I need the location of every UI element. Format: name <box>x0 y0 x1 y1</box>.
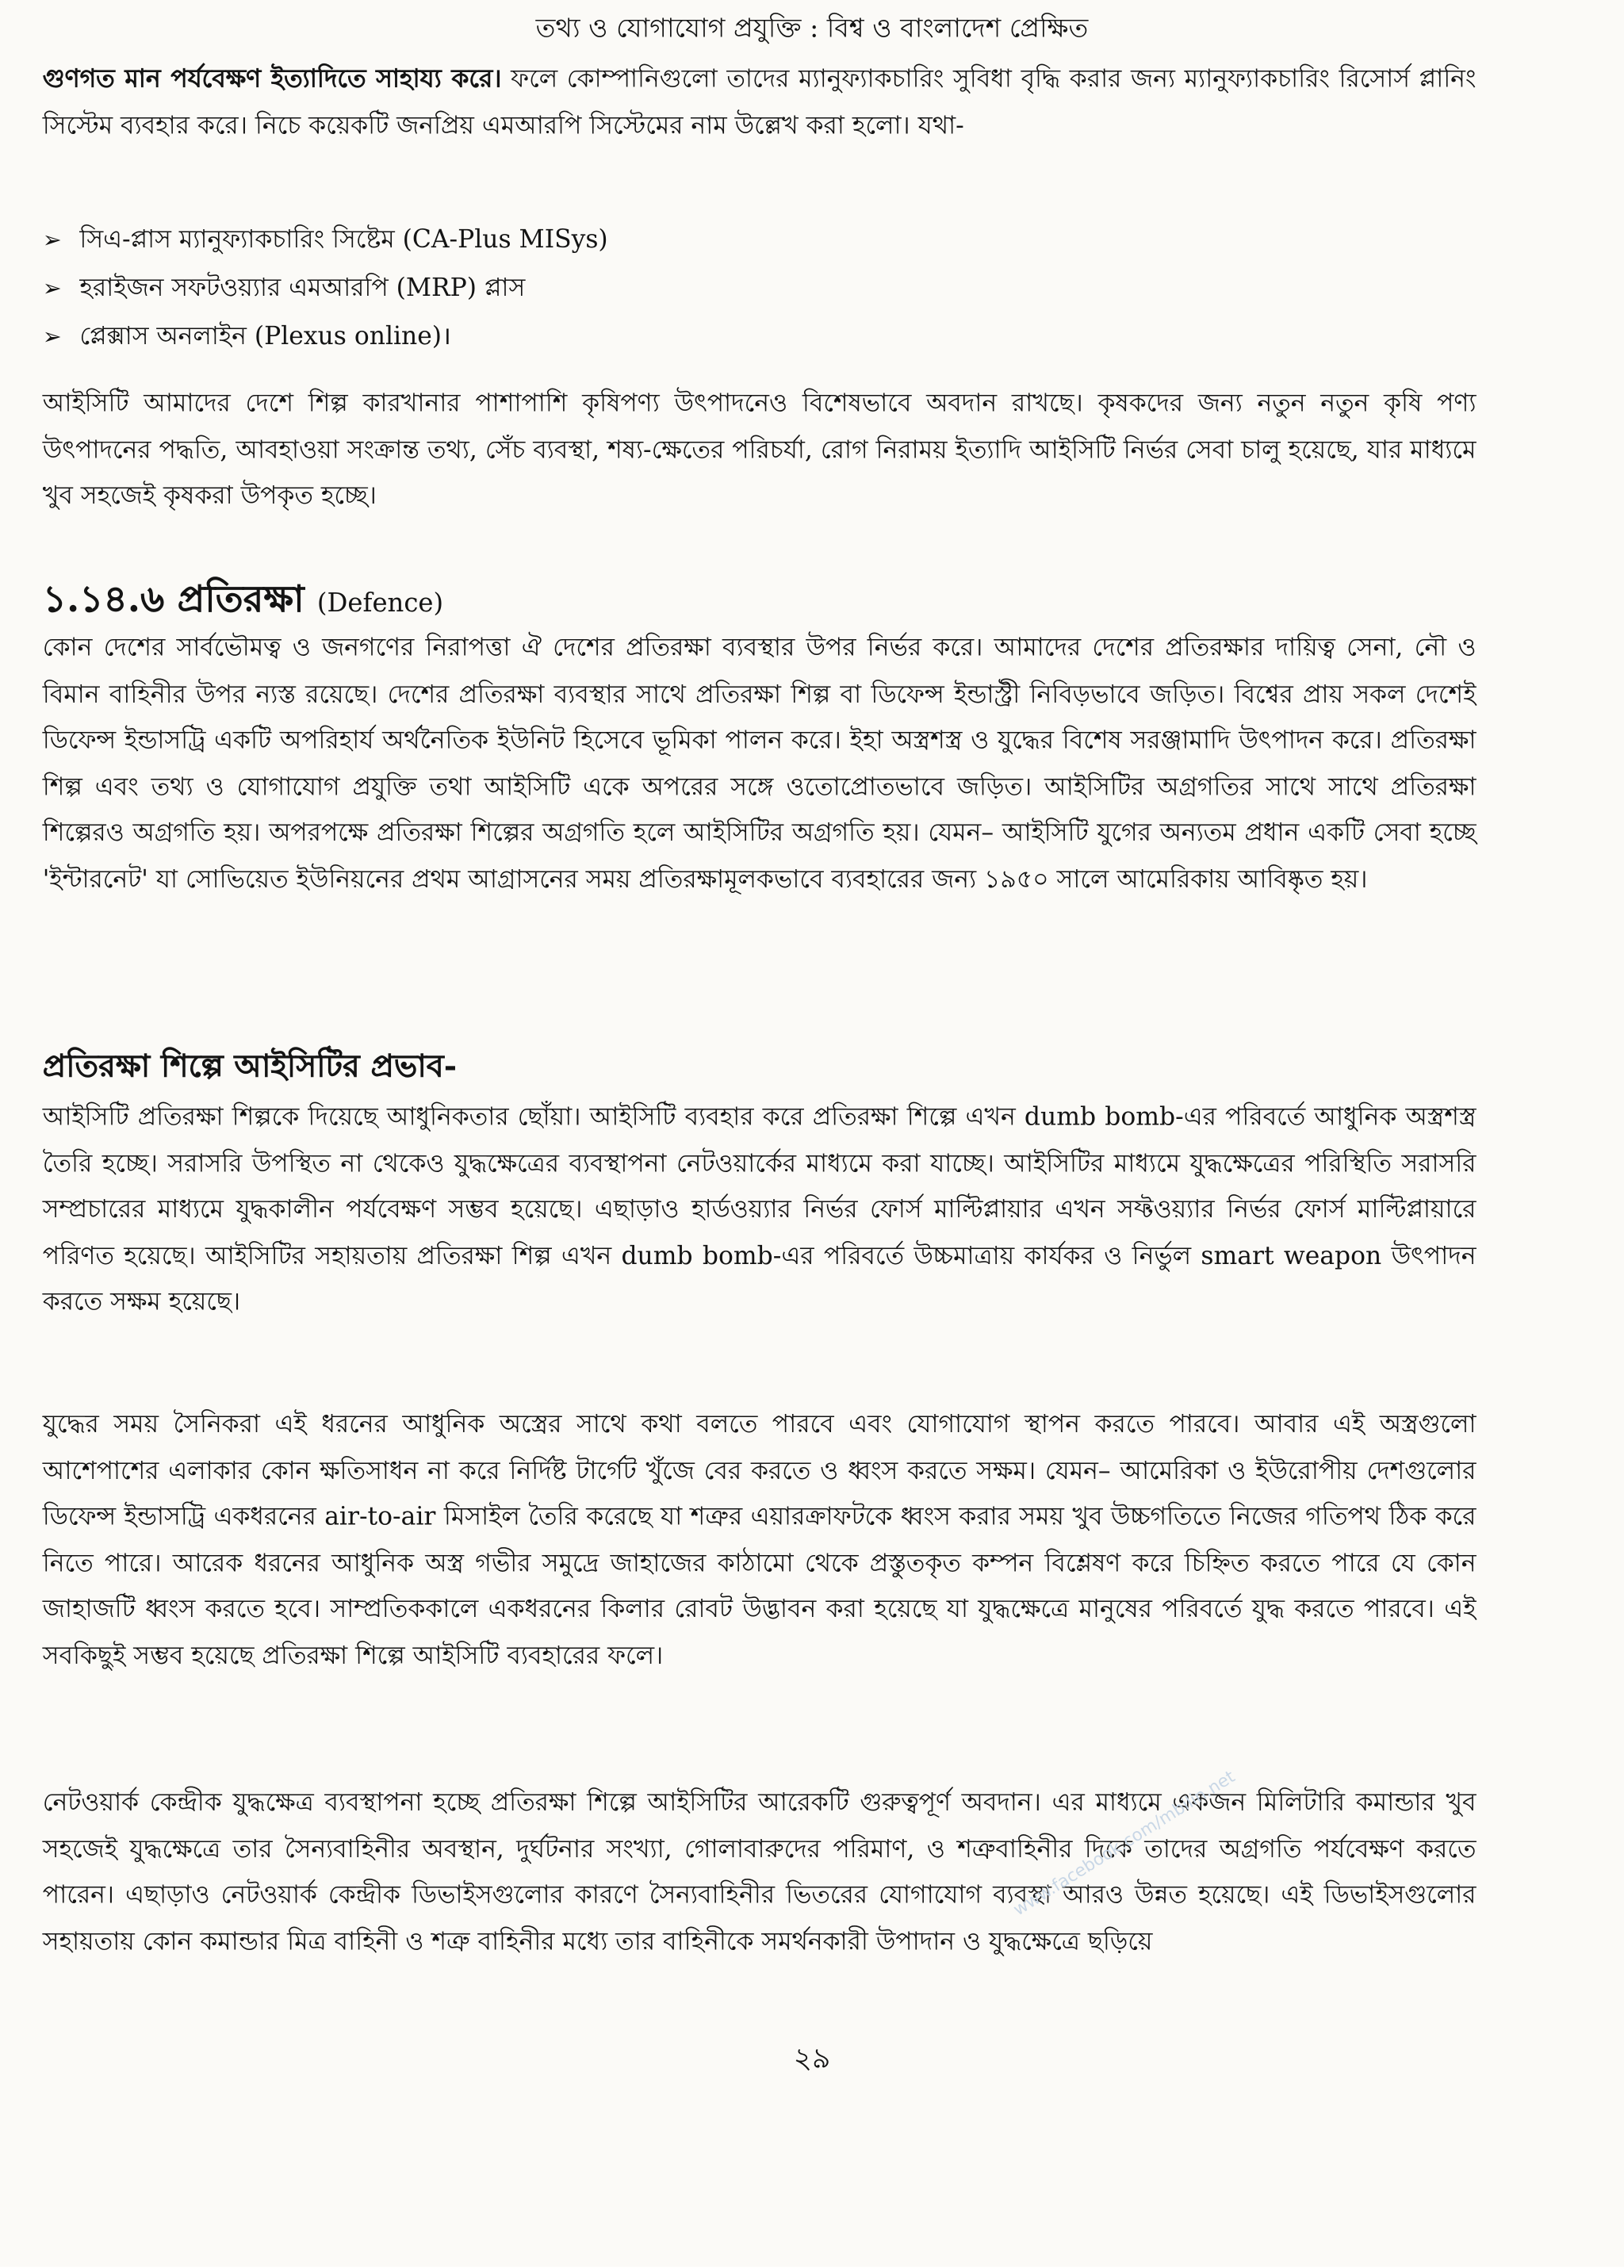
impact-paragraph-3: নেটওয়ার্ক কেন্দ্রীক যুদ্ধক্ষেত্র ব্যবস্থাপনা হচ্ছে প্রতিরক্ষা শিল্পে আইসিটির আরেকটি গুরুত্বপূর্ণ অবদান। এর মাধ্যমে একজন মিলিটারি কমান্ডার খুব সহজেই যুদ্ধক্ষেত্রে তার সৈন্যবাহিনীর অবস্থান, দুর্ঘটনার সংখ্যা, গোলাবারুদের পরিমাণ, ও শত্রুবাহিনীর দিকে তাদের অগ্রগতি পর্যবেক্ষণ করতে পারেন। এছাড়াও নেটওয়ার্ক কেন্দ্রীক ডিভাইসগুলোর কারণে সৈন্যবাহিনীর ভিতরের যোগাযোগ ব্যবস্থা আরও উন্নত হয়েছে। এই ডিভাইসগুলোর সহায়তায় কোন কমান্ডার মিত্র বাহিনী ও শত্রু বাহিনীর মধ্যে তার বাহিনীকে সমর্থনকারী উপাদান ও যুদ্ধক্ষেত্রে ছড়িয়ে <box>42 1788 1477 1957</box>
impact-paragraph-2: যুদ্ধের সময় সৈনিকরা এই ধরনের আধুনিক অস্ত্রের সাথে কথা বলতে পারবে এবং যোগাযোগ স্থাপন করতে পারবে। আবার এই অস্ত্রগুলো আশেপাশের এলাকার কোন ক্ষতিসাধন না করে নির্দিষ্ট টার্গেট খুঁজে বের করতে ও ধ্বংস করতে সক্ষম। যেমন– আমেরিকা ও ইউরোপীয় দেশগুলোর ডিফেন্স ইন্ডাসট্রি একধরনের air-to-air মিসাইল তৈরি করেছে যা শত্রুর এয়ারক্রাফটকে ধ্বংস করার সময় খুব উচ্চগতিতে নিজের গতিপথ ঠিক করে নিতে পারে। আরেক ধরনের আধুনিক অস্ত্র গভীর সমুদ্রে জাহাজের কাঠামো থেকে প্রস্তুতকৃত কম্পন বিশ্লেষণ করে চিহ্নিত করতে পারে যে কোন জাহাজটি ধ্বংস করতে হবে। সাম্প্রতিককালে একধরনের কিলার রোবট উদ্ভাবন করা হয়েছে যা যুদ্ধক্ষেত্রে মানুষের পরিবর্তে যুদ্ধ করতে পারবে। এই সবকিছুই সম্ভব হয়েছে প্রতিরক্ষা শিল্পে আইসিটি ব্যবহারের ফলে। <box>42 1410 1477 1672</box>
page-number: ২৯ <box>793 2040 831 2075</box>
intro-text: ফলে কোম্পানিগুলো তাদের ম্যানুফ্যাকচারিং সুবিধা বৃদ্ধি করার জন্য ম্যানুফ্যাকচারিং রিসোর্স প্লানিং সিস্টেম ব্যবহার করে। নিচে কয়েকটি জনপ্রিয় এমআরপি সিস্টেমের নাম উল্লেখ করা হলো। যথা- <box>42 65 1477 140</box>
section-title: প্রতিরক্ষা <box>177 578 304 622</box>
list-item <box>43 216 1465 265</box>
arrow-bullet-icon: ➢ <box>42 274 62 302</box>
list-item-text: প্লেক্সাস অনলাইন (Plexus online)। <box>79 323 451 351</box>
arrow-bullet-icon: ➢ <box>42 226 62 254</box>
intro-bold-lead: গুণগত মান পর্যবেক্ষণ ইত্যাদিতে সাহায্য করে। <box>42 65 502 94</box>
mrp-system-list <box>43 216 1465 362</box>
list-item-text: সিএ-প্লাস ম্যানুফ্যাকচারিং সিষ্টেম (CA-Plus MISys) <box>79 226 608 255</box>
section-heading <box>43 574 1465 630</box>
impact-paragraph-1: আইসিটি প্রতিরক্ষা শিল্পকে দিয়েছে আধুনিকতার ছোঁয়া। আইসিটি ব্যবহার করে প্রতিরক্ষা শিল্পে এখন dumb bomb-এর পরিবর্তে আধুনিক অস্ত্রশস্ত্র তৈরি হচ্ছে। সরাসরি উপস্থিত না থেকেও যুদ্ধক্ষেত্রের ব্যবস্থাপনা নেটওয়ার্কের মাধ্যমে করা যাচ্ছে। আইসিটির মাধ্যমে যুদ্ধক্ষেত্রের পরিস্থিতি সরাসরি সম্প্রচারের মাধ্যমে যুদ্ধকালীন পর্যবেক্ষণ সম্ভব হয়েছে। এছাড়াও হার্ডওয়্যার নির্ভর ফোর্স মাল্টিপ্লায়ার এখন সফ্টওয়্যার নির্ভর ফোর্স মাল্টিপ্লায়ারে পরিণত হয়েছে। আইসিটির সহায়তায় প্রতিরক্ষা শিল্প এখন dumb bomb-এর পরিবর্তে উচ্চমাত্রায় কার্যকর ও নির্ভুল smart weapon উৎপাদন করতে সক্ষম হয়েছে। <box>42 1103 1477 1318</box>
running-title: তথ্য ও যোগাযোগ প্রযুক্তি : বিশ্ব ও বাংলাদেশ প্রেক্ষিত <box>535 13 1089 44</box>
intro-paragraph <box>43 57 1477 205</box>
watermark: www.facebook.com/mbilin.net <box>1009 1766 1239 1920</box>
section-title-english: (Defence) <box>316 588 444 619</box>
list-item <box>43 265 1465 313</box>
list-item <box>43 313 1465 362</box>
impact-heading: প্রতিরক্ষা শিল্পে আইসিটির প্রভাব- <box>42 1048 458 1086</box>
agriculture-paragraph: আইসিটি আমাদের দেশে শিল্প কারখানার পাশাপাশি কৃষিপণ্য উৎপাদনেও বিশেষভাবে অবদান রাখছে। কৃষকদের জন্য নতুন নতুন কৃষি পণ্য উৎপাদনের পদ্ধতি, আবহাওয়া সংক্রান্ত তথ্য, সেঁচ ব্যবস্থা, শষ্য-ক্ষেতের পরিচর্যা, রোগ নিরাময় ইত্যাদি আইসিটি নির্ভর সেবা চালু হয়েছে, যার মাধ্যমে খুব সহজেই কৃষকরা উপকৃত হচ্ছে। <box>42 389 1477 511</box>
defence-paragraph: কোন দেশের সার্বভৌমত্ব ও জনগণের নিরাপত্তা ঐ দেশের প্রতিরক্ষা ব্যবস্থার উপর নির্ভর করে। আমাদের দেশের প্রতিরক্ষার দায়িত্ব সেনা, নৌ ও বিমান বাহিনীর উপর ন্যস্ত রয়েছে। দেশের প্রতিরক্ষা ব্যবস্থার সাথে প্রতিরক্ষা শিল্প বা ডিফেন্স ইন্ডাস্ট্রী নিবিড়ভাবে জড়িত। বিশ্বের প্রায় সকল দেশেই ডিফেন্স ইন্ডাসট্রি একটি অপরিহার্য অর্থনৈতিক ইউনিট হিসেবে ভূমিকা পালন করে। ইহা অস্ত্রশস্ত্র ও যুদ্ধের বিশেষ সরঞ্জামাদি উৎপাদন করে। প্রতিরক্ষা শিল্প এবং তথ্য ও যোগাযোগ প্রযুক্তি তথা আইসিটি একে অপরের সঙ্গে ওতোপ্রোতভাবে জড়িত। আইসিটির অগ্রগতির সাথে সাথে প্রতিরক্ষা শিল্পেরও অগ্রগতি হয়। অপরপক্ষে প্রতিরক্ষা শিল্পের অগ্রগতি হলে আইসিটির অগ্রগতি হয়। যেমন– আইসিটি যুগের অন্যতম প্রধান একটি সেবা হচ্ছে 'ইন্টারনেট' যা সোভিয়েত ইউনিয়নের প্রথম আগ্রাসনের সময় প্রতিরক্ষামূলকভাবে ব্যবহারের জন্য ১৯৫০ সালে আমেরিকায় আবিষ্কৃত হয়। <box>42 634 1477 895</box>
section-number: ১.১৪.৬ <box>42 578 165 622</box>
arrow-bullet-icon: ➢ <box>42 323 62 351</box>
list-item-text: হরাইজন সফটওয়্যার এমআরপি (MRP) প্লাস <box>79 274 526 303</box>
